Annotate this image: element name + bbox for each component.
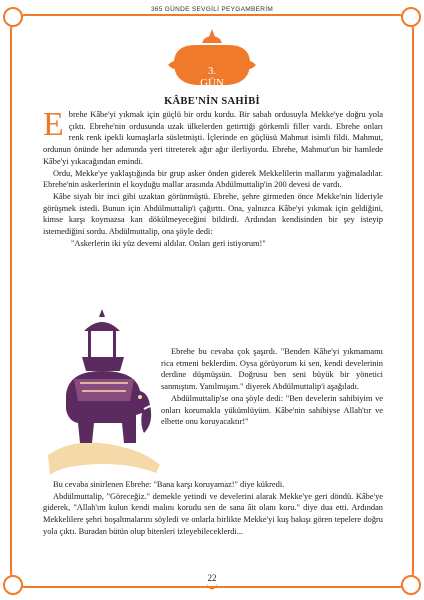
day-label: GÜN (200, 77, 224, 89)
quote: "Askerlerin iki yüz devemi aldılar. Onları geri istiyorum!" (71, 238, 266, 248)
paragraph: Ebrehe Kâbe'yi yıkmak için güçlü bir ordu kurdu. Bir sabah ordusuyla Mekke'ye doğru yola çıktı. Ebrehe'nin ordusunda uzak ülkelerden getirttiği görkemli filler vardı. Ebrehe onları renk renk ipekli kumaşlarla süsletmişti. İçlerinde en güçlüsü Mahmut isimli fildi. Mahmut, ordunun önünde her adımında yeri titreterek ağır ağır ilerliyordu. Ebrehe, Mahmut'un bir hamlede Kâbe'yi yıkacağından emindi. (43, 106, 383, 166)
paragraph: Ordu, Mekke'ye yaklaştığında bir grup asker önden giderek Mekkelilerin mallarını yağmaladılar. Ebrehe'nin askerlerinin el koyduğu mallar arasında Abdülmuttalip'in 200 devesi de vardı. (43, 168, 383, 190)
crescent-icon (205, 583, 219, 593)
paragraph: Bu cevaba sinirlenen Ebrehe: "Bana karşı koruyamaz!" diye kükredi. (53, 480, 285, 489)
day-badge (166, 27, 258, 87)
paragraph: Abdülmuttalip, "Göreceğiz." demekle yetindi ve develerini alarak Mekke'ye geri döndü. Kâbe'ye giderek, "Allah'ım kulun kendi malını korudu sen de sana âit olanı koru." diye dua etti. Ardından Mekkelilere şehri boşaltmalarını söyledi ve onlarla birlikte Mekke'yi kuş bakışı gören tepelere doğru yola çıktı. Buradan bütün olup bitenleri izleyebileceklerdi... (43, 491, 383, 536)
side-column (161, 346, 383, 428)
page-number: 22 (207, 573, 217, 583)
paragraph: Kâbe siyah bir inci gibi uzaktan görünmüştü. Ebrehe, şehre girmeden önce Mekke'nin lideriyle görüşmek istedi. Bunun için Abdülmuttalip'i çağırttı. Ona, yalnızca Kâbe'yi yıkmak için geldiğini, kimse karşı koymazsa kan dökülmeyeceğini bildirdi. Ardından kendisinden bir şey isteyip istemediğini sordu. Abdülmuttalip, ona şöyle dedi: (43, 191, 383, 237)
elephant-illustration-icon (44, 305, 164, 481)
day-number: 3. (207, 65, 217, 77)
closing-text (43, 479, 383, 538)
paragraph: Abdülmuttalip'se ona şöyle dedi: "Ben develerin sahibiyim ve onları korumakla yükümlüyüm. Kâbe'nin sahibiyse Allah'tır ve elbette onu koruyacaktır!" (161, 393, 383, 427)
paragraph: Ebrehe bu cevaba çok şaşırdı. "Benden Kâbe'yi yıkmamamı rica etmeni beklerdim. Oysa görüyorum ki sen, kendi develerinin derdine düşmüşsün. Doğrusu ben seni büyük bir yönetici sanmıştım. Yanılmışım." diyerek Abdülmuttalip'i aşağıladı. (161, 347, 383, 392)
header-text: 365 GÜNDE SEVGİLİ PEYGAMBERİM (145, 6, 279, 13)
running-header (0, 6, 424, 13)
story-title: KÂBE'NİN SAHİBİ (164, 96, 260, 107)
drop-cap: E (43, 106, 64, 143)
story-body (43, 106, 383, 249)
